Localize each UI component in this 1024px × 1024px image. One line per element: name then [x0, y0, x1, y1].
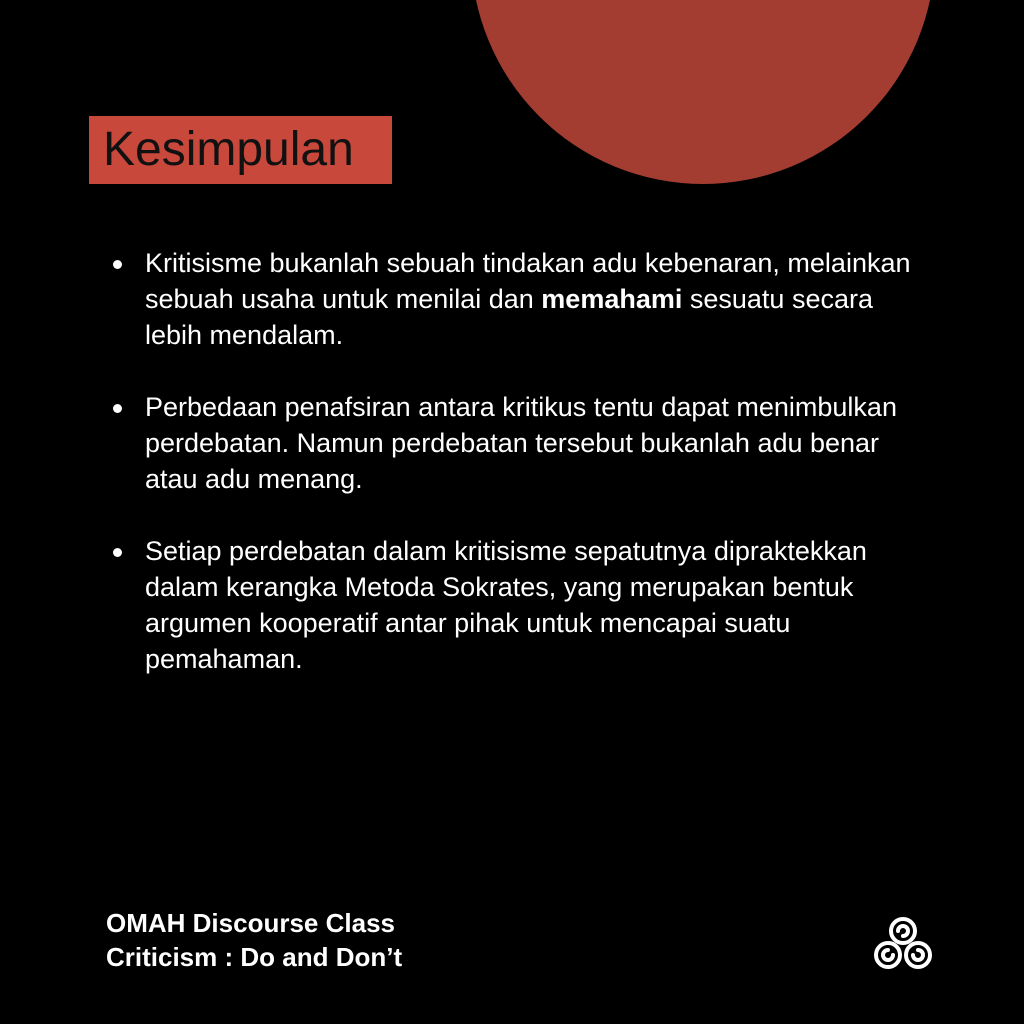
- list-item-text: Perbedaan penafsiran antara kritikus tentu dapat menimbulkan perdebatan. Namun perdebatan tersebut bukanlah adu benar atau adu menang.: [145, 392, 897, 494]
- footer-topic: Criticism : Do and Don’t: [106, 942, 403, 972]
- emphasis-word: memahami: [541, 284, 683, 314]
- list-item-text-part: Kritisisme bukanlah sebuah tindakan adu kebenaran, melainkan sebuah usaha untuk menilai dan: [145, 248, 911, 314]
- list-item-text: [145, 248, 911, 350]
- footer: [106, 906, 402, 974]
- list-item-text-part: sesuatu secara lebih mendalam.: [145, 284, 873, 350]
- decorative-circle: [471, 0, 935, 184]
- bullet-dot-icon: [113, 404, 122, 413]
- list-item: [110, 533, 930, 677]
- conclusion-list: [110, 245, 930, 713]
- list-item: [110, 245, 930, 353]
- bullet-dot-icon: [113, 548, 122, 557]
- title-banner: [89, 116, 392, 184]
- bullet-dot-icon: [113, 260, 122, 269]
- list-item: [110, 389, 930, 497]
- page-title: Kesimpulan: [103, 123, 354, 176]
- list-item-text: Setiap perdebatan dalam kritisisme sepatutnya dipraktekkan dalam kerangka Metoda Sokrates, yang merupakan bentuk argumen kooperatif antar pihak untuk mencapai suatu pemahaman.: [145, 536, 867, 674]
- footer-class-name: OMAH Discourse Class: [106, 908, 395, 938]
- triple-spiral-logo-icon: [872, 916, 934, 972]
